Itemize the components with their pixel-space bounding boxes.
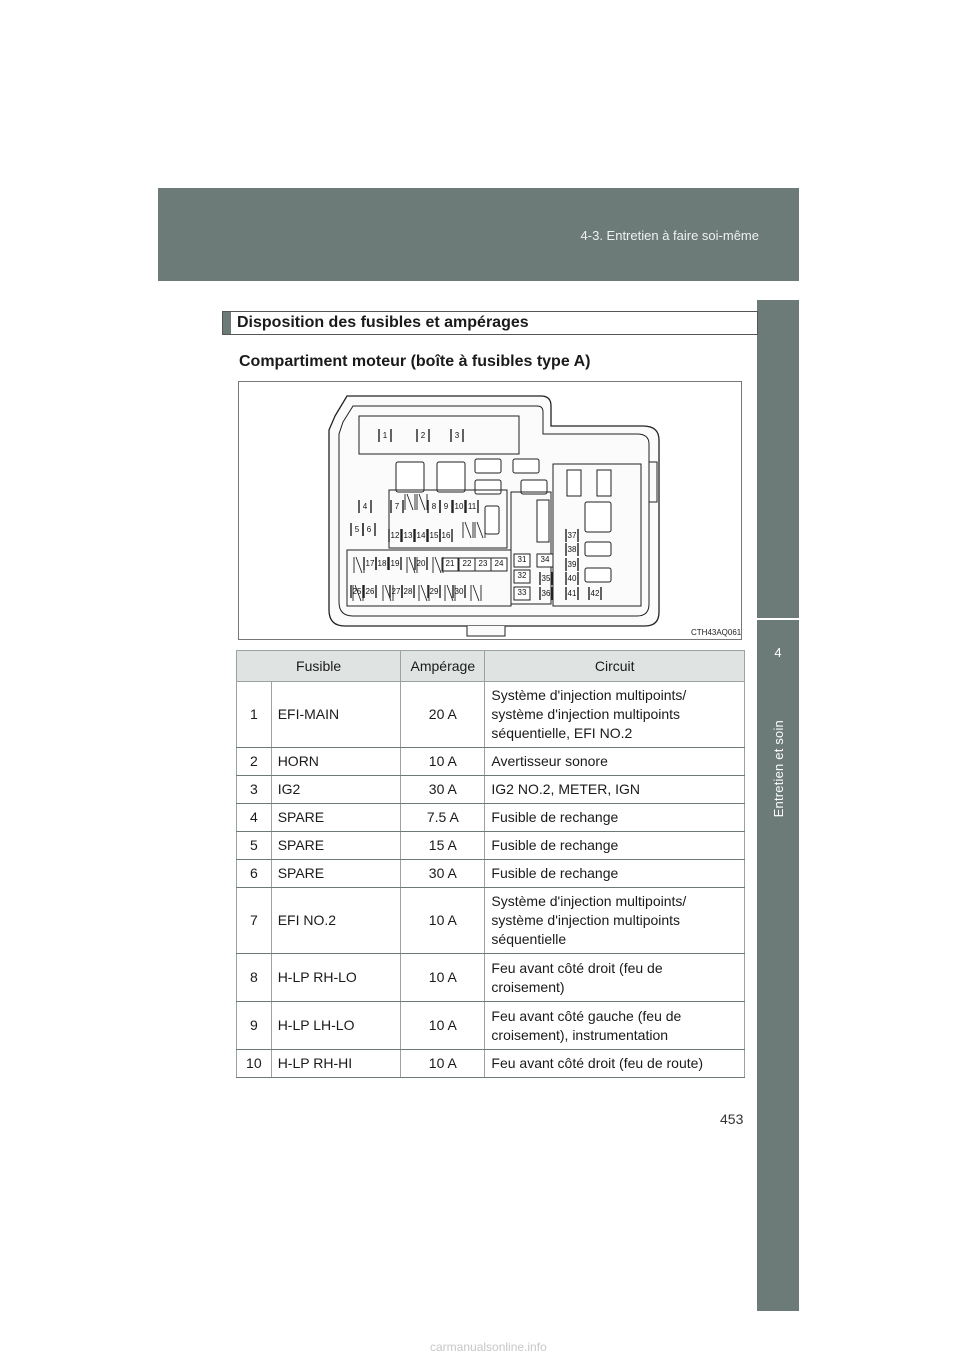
fuse-name: EFI NO.2 (271, 888, 401, 954)
relay (585, 568, 611, 582)
fuse-name: HORN (271, 748, 401, 776)
table-row (237, 748, 745, 776)
relay (567, 470, 581, 496)
relay (485, 506, 499, 534)
table-row (237, 1050, 745, 1078)
fuse-label: 9 (443, 502, 449, 511)
fuse-label: 30 (454, 587, 464, 596)
fuse-label: 27 (391, 587, 401, 596)
fuse-circuit: Système d'injection multipoints/ système d'injection multipoints séquentielle (485, 888, 745, 954)
fuse-number: 5 (237, 832, 272, 860)
relay (437, 462, 465, 492)
fuse-circuit: Fusible de rechange (485, 832, 745, 860)
fuse-table (236, 650, 745, 1078)
section-title-box (222, 311, 758, 335)
fuse-label: 15 (429, 531, 439, 540)
fuse-number: 8 (237, 954, 272, 1002)
fuse-label: 12 (390, 531, 400, 540)
fuse-name: SPARE (271, 860, 401, 888)
fuse-name: H-LP RH-HI (271, 1050, 401, 1078)
fuse-name: EFI-MAIN (271, 682, 401, 748)
table-row (237, 682, 745, 748)
fuse-circuit: IG2 NO.2, METER, IGN (485, 776, 745, 804)
fuse-amperage: 7.5 A (401, 804, 485, 832)
relay (585, 502, 611, 532)
relay (585, 542, 611, 556)
relay (396, 462, 424, 492)
fuse-circuit: Fusible de rechange (485, 804, 745, 832)
relay (475, 480, 501, 494)
fuse-label: 18 (377, 559, 387, 568)
fuse-amperage: 20 A (401, 682, 485, 748)
fuse-label: 41 (567, 589, 577, 598)
chapter-label: Entretien et soin (771, 720, 786, 818)
fuse-amperage: 10 A (401, 888, 485, 954)
fuse-label: 32 (517, 571, 527, 580)
fuse-label: 37 (567, 531, 577, 540)
fuse-amperage: 30 A (401, 776, 485, 804)
side-chapter-tab (757, 300, 799, 1311)
fuse-amperage: 10 A (401, 1050, 485, 1078)
fuse-label: 22 (462, 559, 472, 568)
relay (597, 470, 611, 496)
section-title: Disposition des fusibles et ampérages (237, 314, 529, 331)
fuse-circuit: Feu avant côté droit (feu de croisement) (485, 954, 745, 1002)
fuse-circuit: Système d'injection multipoints/ système d'injection multipoints séquentielle, EFI NO.2 (485, 682, 745, 748)
table-row (237, 888, 745, 954)
fuse-label: 16 (441, 531, 451, 540)
header-band (158, 188, 799, 281)
page-number: 453 (720, 1111, 744, 1127)
fuse-name: SPARE (271, 832, 401, 860)
fuse-amperage: 30 A (401, 860, 485, 888)
fuse-name: IG2 (271, 776, 401, 804)
fuse-label: 5 (354, 525, 360, 534)
table-row (237, 860, 745, 888)
fuse-label: 23 (478, 559, 488, 568)
fuse-label: 29 (429, 587, 439, 596)
fuse-label: 17 (365, 559, 375, 568)
section-reference: 4-3. Entretien à faire soi-même (580, 228, 759, 243)
fuse-label: 11 (467, 502, 477, 511)
watermark: carmanualsonline.info (430, 1340, 547, 1354)
fuse-amperage: 10 A (401, 1002, 485, 1050)
relay (475, 459, 501, 473)
fuse-label: 26 (365, 587, 375, 596)
fuse-number: 7 (237, 888, 272, 954)
fuse-box-diagram (239, 382, 741, 639)
fuse-number: 2 (237, 748, 272, 776)
fuse-label: 21 (445, 559, 455, 568)
fuse-label: 6 (366, 525, 372, 534)
fuse-label: 40 (567, 574, 577, 583)
fuse-label: 42 (590, 589, 600, 598)
side-divider (757, 618, 799, 620)
housing-tab (467, 626, 505, 636)
figure-code: CTH43AQ061 (691, 628, 741, 637)
fuse-circuit: Feu avant côté gauche (feu de croisement), instrumentation (485, 1002, 745, 1050)
section-title-marker (223, 312, 231, 334)
fuse-number: 3 (237, 776, 272, 804)
fuse-label: 3 (454, 431, 460, 440)
fuse-label: 10 (454, 502, 464, 511)
fuse-label: 28 (403, 587, 413, 596)
fuse-name: SPARE (271, 804, 401, 832)
fuse-name: H-LP RH-LO (271, 954, 401, 1002)
fuse-label: 24 (494, 559, 504, 568)
fuse-label: 1 (382, 431, 388, 440)
chapter-number: 4 (774, 645, 782, 660)
fuse-label: 36 (541, 589, 551, 598)
table-row (237, 804, 745, 832)
fuse-number: 6 (237, 860, 272, 888)
fuse-amperage: 15 A (401, 832, 485, 860)
fuse-amperage: 10 A (401, 954, 485, 1002)
fuse-number: 9 (237, 1002, 272, 1050)
fuse-number: 1 (237, 682, 272, 748)
fuse-label: 19 (390, 559, 400, 568)
table-row (237, 776, 745, 804)
fuse-circuit: Fusible de rechange (485, 860, 745, 888)
table-header-row (237, 651, 745, 682)
relay (537, 500, 549, 542)
fuse-circuit: Avertisseur sonore (485, 748, 745, 776)
fuse-label: 20 (416, 559, 426, 568)
fuse-circuit: Feu avant côté droit (feu de route) (485, 1050, 745, 1078)
fuse-label: 25 (352, 587, 362, 596)
header-circuit: Circuit (485, 651, 745, 682)
relay (513, 459, 539, 473)
subheading: Compartiment moteur (boîte à fusibles type A) (239, 353, 591, 370)
fuse-label: 34 (540, 555, 550, 564)
fuse-label: 38 (567, 545, 577, 554)
fuse-number: 10 (237, 1050, 272, 1078)
fuse-number: 4 (237, 804, 272, 832)
fuse-label: 35 (541, 574, 551, 583)
fuse-name: H-LP LH-LO (271, 1002, 401, 1050)
fuse-label: 33 (517, 588, 527, 597)
header-fuse: Fusible (237, 651, 401, 682)
fuse-label: 7 (394, 502, 400, 511)
fuse-label: 39 (567, 560, 577, 569)
fuse-box-figure (238, 381, 742, 640)
fuse-label: 8 (431, 502, 437, 511)
header-amperage: Ampérage (401, 651, 485, 682)
fuse-label: 2 (420, 431, 426, 440)
fuse-amperage: 10 A (401, 748, 485, 776)
table-row (237, 954, 745, 1002)
fuse-label: 14 (416, 531, 426, 540)
fuse-label: 13 (403, 531, 413, 540)
table-row (237, 1002, 745, 1050)
table-row (237, 832, 745, 860)
fuse-label: 31 (517, 555, 527, 564)
fuse-label: 4 (362, 502, 368, 511)
